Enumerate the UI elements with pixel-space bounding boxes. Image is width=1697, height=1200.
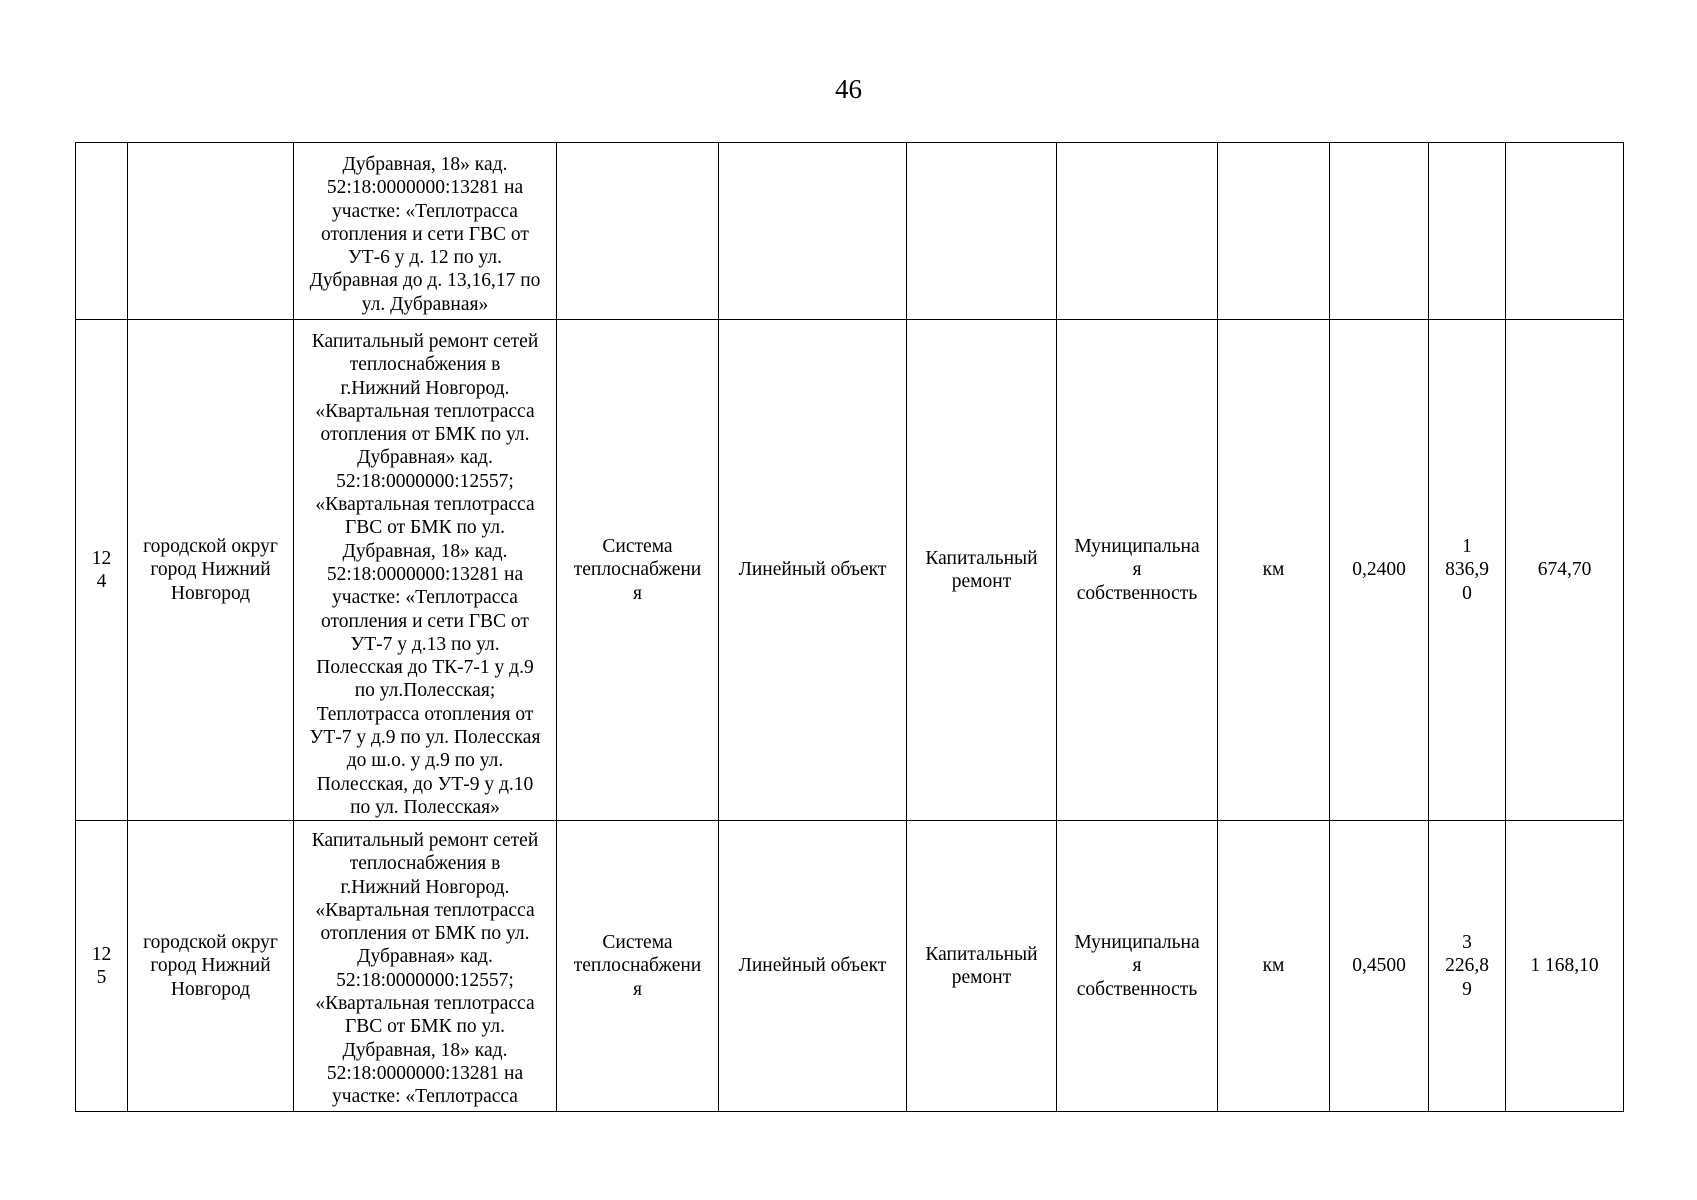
page-number: 46 <box>835 74 862 104</box>
table-row <box>76 143 1624 320</box>
unit-cell: км <box>1218 821 1330 1112</box>
value1-cell: 3 226,8 9 <box>1429 821 1506 1112</box>
unit-cell: км <box>1218 320 1330 821</box>
table-row <box>76 320 1624 821</box>
system-cell <box>557 143 719 320</box>
value1-cell: 1 836,9 0 <box>1429 320 1506 821</box>
value2-cell: 1 168,10 <box>1506 821 1624 1112</box>
length-cell: 0,4500 <box>1330 821 1429 1112</box>
object-type-cell: Линейный объект <box>719 821 907 1112</box>
work-type-cell <box>907 143 1057 320</box>
territory-cell: городской округ город Нижний Новгород <box>128 320 294 821</box>
unit-cell <box>1218 143 1330 320</box>
value2-cell <box>1506 143 1624 320</box>
work-type-cell: Капитальный ремонт <box>907 320 1057 821</box>
object-type-cell <box>719 143 907 320</box>
description-cell: Дубравная, 18» кад. 52:18:0000000:13281 на участке: «Теплотрасса отопления и сети ГВС от УТ-6 у д. 12 по ул. Дубравная до д. 13,16,17 по ул. Дубравная» <box>294 143 557 320</box>
table-row <box>76 821 1624 1112</box>
system-cell: Система теплоснабжени я <box>557 320 719 821</box>
projects-table <box>75 142 1624 1112</box>
ownership-cell: Муниципальна я собственность <box>1057 320 1218 821</box>
work-type-cell: Капитальный ремонт <box>907 821 1057 1112</box>
system-cell: Система теплоснабжени я <box>557 821 719 1112</box>
ownership-cell <box>1057 143 1218 320</box>
territory-cell <box>128 143 294 320</box>
row-number-cell: 12 5 <box>76 821 128 1112</box>
description-cell: Капитальный ремонт сетей теплоснабжения в г.Нижний Новгород. «Квартальная теплотрасса отопления от БМК по ул. Дубравная» кад. 52:18:0000000:12557; «Квартальная теплотрасса ГВС от БМК по ул. Дубравная, 18» кад. 52:18:0000000:13281 на участке: «Теплотрасса <box>294 821 557 1112</box>
object-type-cell: Линейный объект <box>719 320 907 821</box>
value1-cell <box>1429 143 1506 320</box>
description-cell: Капитальный ремонт сетей теплоснабжения в г.Нижний Новгород. «Квартальная теплотрасса отопления от БМК по ул. Дубравная» кад. 52:18:0000000:12557; «Квартальная теплотрасса ГВС от БМК по ул. Дубравная, 18» кад. 52:18:0000000:13281 на участке: «Теплотрасса отопления и сети ГВС от УТ-7 у д.13 по ул. Полесская до ТК-7-1 у д.9 по ул.Полесская; Теплотрасса отопления от УТ-7 у д.9 по ул. Полесская до ш.о. у д.9 по ул. Полесская, до УТ-9 у д.10 по ул. Полесская» <box>294 320 557 821</box>
ownership-cell: Муниципальна я собственность <box>1057 821 1218 1112</box>
row-number-cell: 12 4 <box>76 320 128 821</box>
value2-cell: 674,70 <box>1506 320 1624 821</box>
length-cell <box>1330 143 1429 320</box>
territory-cell: городской округ город Нижний Новгород <box>128 821 294 1112</box>
row-number-cell <box>76 143 128 320</box>
length-cell: 0,2400 <box>1330 320 1429 821</box>
